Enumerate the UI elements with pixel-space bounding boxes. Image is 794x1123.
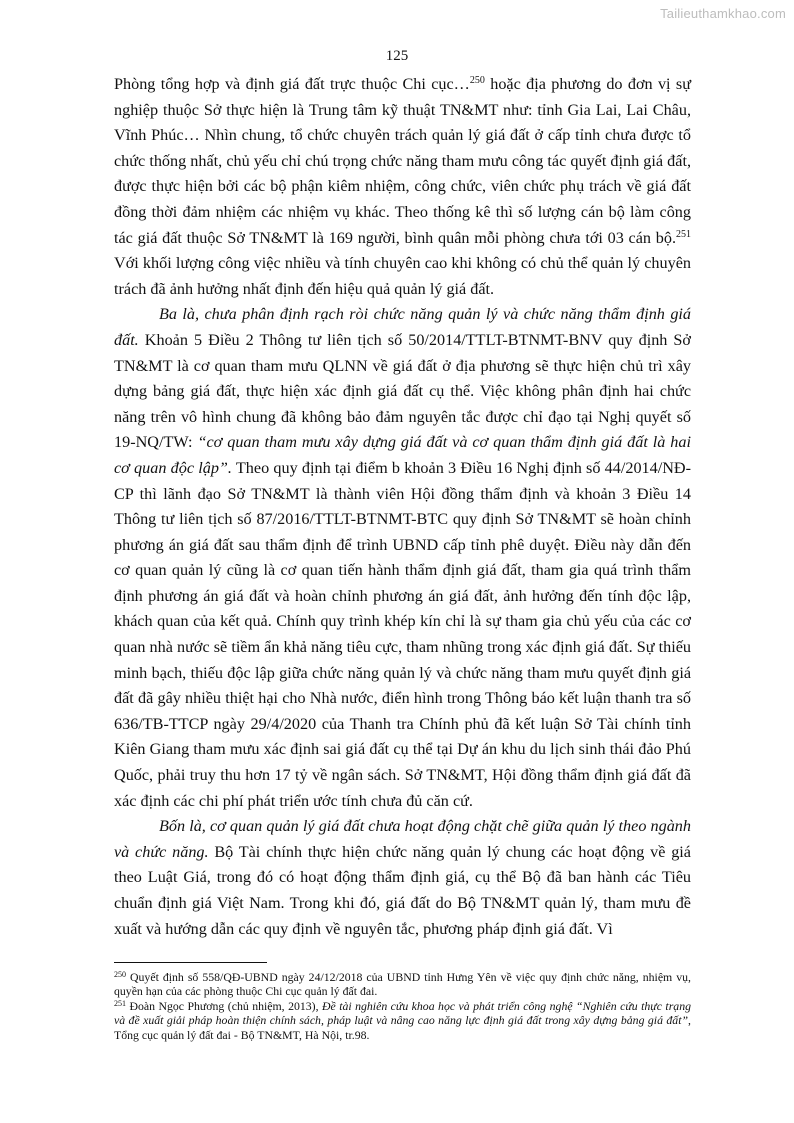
paragraph-2 bbox=[114, 302, 691, 814]
paragraph-1-text-a: Phòng tổng hợp và định giá đất trực thuộc Chi cục… bbox=[114, 75, 470, 93]
footnote-251 bbox=[114, 999, 691, 1042]
page-number: 125 bbox=[385, 48, 409, 64]
footnote-text: Quyết định số 558/QĐ-UBND ngày 24/12/2018 của UBND tỉnh Hưng Yên về việc quy định chức năng, nhiệm vụ, quyền hạn của các phòng thuộc Chi cục quản lý đất đai. bbox=[114, 970, 691, 999]
footnote-tail: , Tổng cục quản lý đất đai - Bộ TN&MT, Hà Nội, tr.98. bbox=[114, 1013, 691, 1042]
watermark: Tailieuthamkhao.com bbox=[660, 6, 786, 21]
footnote-number: 250 bbox=[114, 970, 126, 979]
paragraph-3 bbox=[114, 814, 691, 942]
body-text bbox=[114, 72, 691, 942]
paragraph-2-text-a: Khoản 5 Điều 2 Thông tư liên tịch số 50/2014/TTLT-BTNMT-BNV quy định Sở TN&MT là cơ quan tham mưu QLNN về giá đất ở địa phương sẽ thực hiện chủ trì xây dựng bảng giá đất, thực hiện xác định giá đất cụ thể. Việc không phân định hai chức năng trên vô hình chung đã không bảo đảm nguyên tắc được chỉ đạo tại Nghị quyết số 19-NQ/TW: bbox=[114, 330, 691, 452]
footnote-250 bbox=[114, 970, 691, 999]
paragraph-3-text-a: Bộ Tài chính thực hiện chức năng quản lý chung các hoạt động về giá theo Luật Giá, trong đó có hoạt động thẩm định giá, cụ thể Bộ đã ban hành các Tiêu chuẩn định giá Việt Nam. Trong khi đó, giá đất do Bộ TN&MT quản lý, tham mưu đề xuất và hướng dẫn các quy định về nguyên tắc, phương pháp định giá đất. Vì bbox=[114, 842, 691, 938]
paragraph-2-quote: “cơ quan tham mưu xây dựng giá đất và cơ quan thẩm định giá đất là hai cơ quan độc lập”. bbox=[114, 433, 691, 477]
paragraph-1 bbox=[114, 72, 691, 302]
footnotes bbox=[114, 970, 691, 1042]
footnote-italic-title: Đề tài nghiên cứu khoa học và phát triển công nghệ “Nghiên cứu thực trạng và đề xuất giải pháp hoàn thiện chính sách, pháp luật và nâng cao năng lực định giá đất trong xây dựng bảng giá đất” bbox=[114, 998, 691, 1028]
footnote-ref-250[interactable]: 250 bbox=[469, 75, 485, 86]
paragraph-2-heading: Ba là, chưa phân định rạch ròi chức năng quản lý và chức năng thẩm định giá đất. bbox=[114, 305, 691, 349]
footnote-separator bbox=[114, 962, 267, 963]
paragraph-1-text-b: hoặc địa phương do đơn vị sự nghiệp thuộc Sở thực hiện là Trung tâm kỹ thuật TN&MT như: tỉnh Gia Lai, Lai Châu, Vĩnh Phúc… Nhìn chung, tổ chức chuyên trách quản lý giá đất ở cấp tỉnh chưa được tổ chức thống nhất, chủ yếu chỉ chú trọng chức năng tham mưu công tác quyết định giá đất, được thực hiện bởi các bộ phận kiêm nhiệm, công chức, viên chức phụ trách về giá đất đồng thời đảm nhiệm các nhiệm vụ khác. Theo thống kê thì số lượng cán bộ làm công tác giá đất thuộc Sở TN&MT là 169 người, bình quân mỗi phòng chưa tới 03 cán bộ. bbox=[114, 75, 691, 247]
paragraph-3-heading: Bốn là, cơ quan quản lý giá đất chưa hoạt động chặt chẽ giữa quản lý theo ngành và chức năng. bbox=[114, 817, 691, 861]
paragraph-1-text-c: Với khối lượng công việc nhiều và tính chuyên cao khi không có chủ thể quản lý chuyên trách đã ảnh hưởng nhất định đến hiệu quả quản lý giá đất. bbox=[114, 254, 691, 298]
footnote-ref-251[interactable]: 251 bbox=[676, 228, 691, 240]
footnote-text: Đoàn Ngọc Phương (chủ nhiệm, 2013), bbox=[126, 998, 322, 1013]
footnote-number: 251 bbox=[114, 998, 126, 1008]
paragraph-2-text-b: Theo quy định tại điểm b khoản 3 Điều 16 Nghị định số 44/2014/NĐ-CP thì lãnh đạo Sở TN&MT là thành viên Hội đồng thẩm định và khoản 3 Điều 14 Thông tư liên tịch số 87/2016/TTLT-BTNMT-BTC quy định Sở TN&MT sẽ hoàn chỉnh phương án giá đất sau thẩm định để trình UBND cấp tỉnh phê duyệt. Điều này dẫn đến cơ quan quản lý cũng là cơ quan tiến hành thẩm định giá đất, tham gia quá trình thẩm định phương án giá đất và hoàn chỉnh phương án giá đất, ảnh hưởng đến tính độc lập, khách quan của kết quả. Chính quy trình khép kín chỉ là sự tham gia chủ yếu của các cơ quan nhà nước sẽ tiềm ẩn khả năng tiêu cực, tham nhũng trong xác định giá đất. Sự thiếu minh bạch, thiếu độc lập giữa chức năng quản lý và chức năng tham mưu quyết định giá đất đã gây nhiều thiệt hại cho Nhà nước, điển hình trong Thông báo kết luận thanh tra số 636/TB-TTCP ngày 29/4/2020 của Thanh tra Chính phủ đã kết luận Sở Tài chính tỉnh Kiên Giang tham mưu xác định sai giá đất cụ thể tại Dự án khu du lịch sinh thái đảo Phú Quốc, phải truy thu hơn 17 tỷ về ngân sách. Sở TN&MT, Hội đồng thẩm định giá đất đã xác định các chi phí phát triển ước tính chưa đủ căn cứ. bbox=[114, 458, 691, 810]
